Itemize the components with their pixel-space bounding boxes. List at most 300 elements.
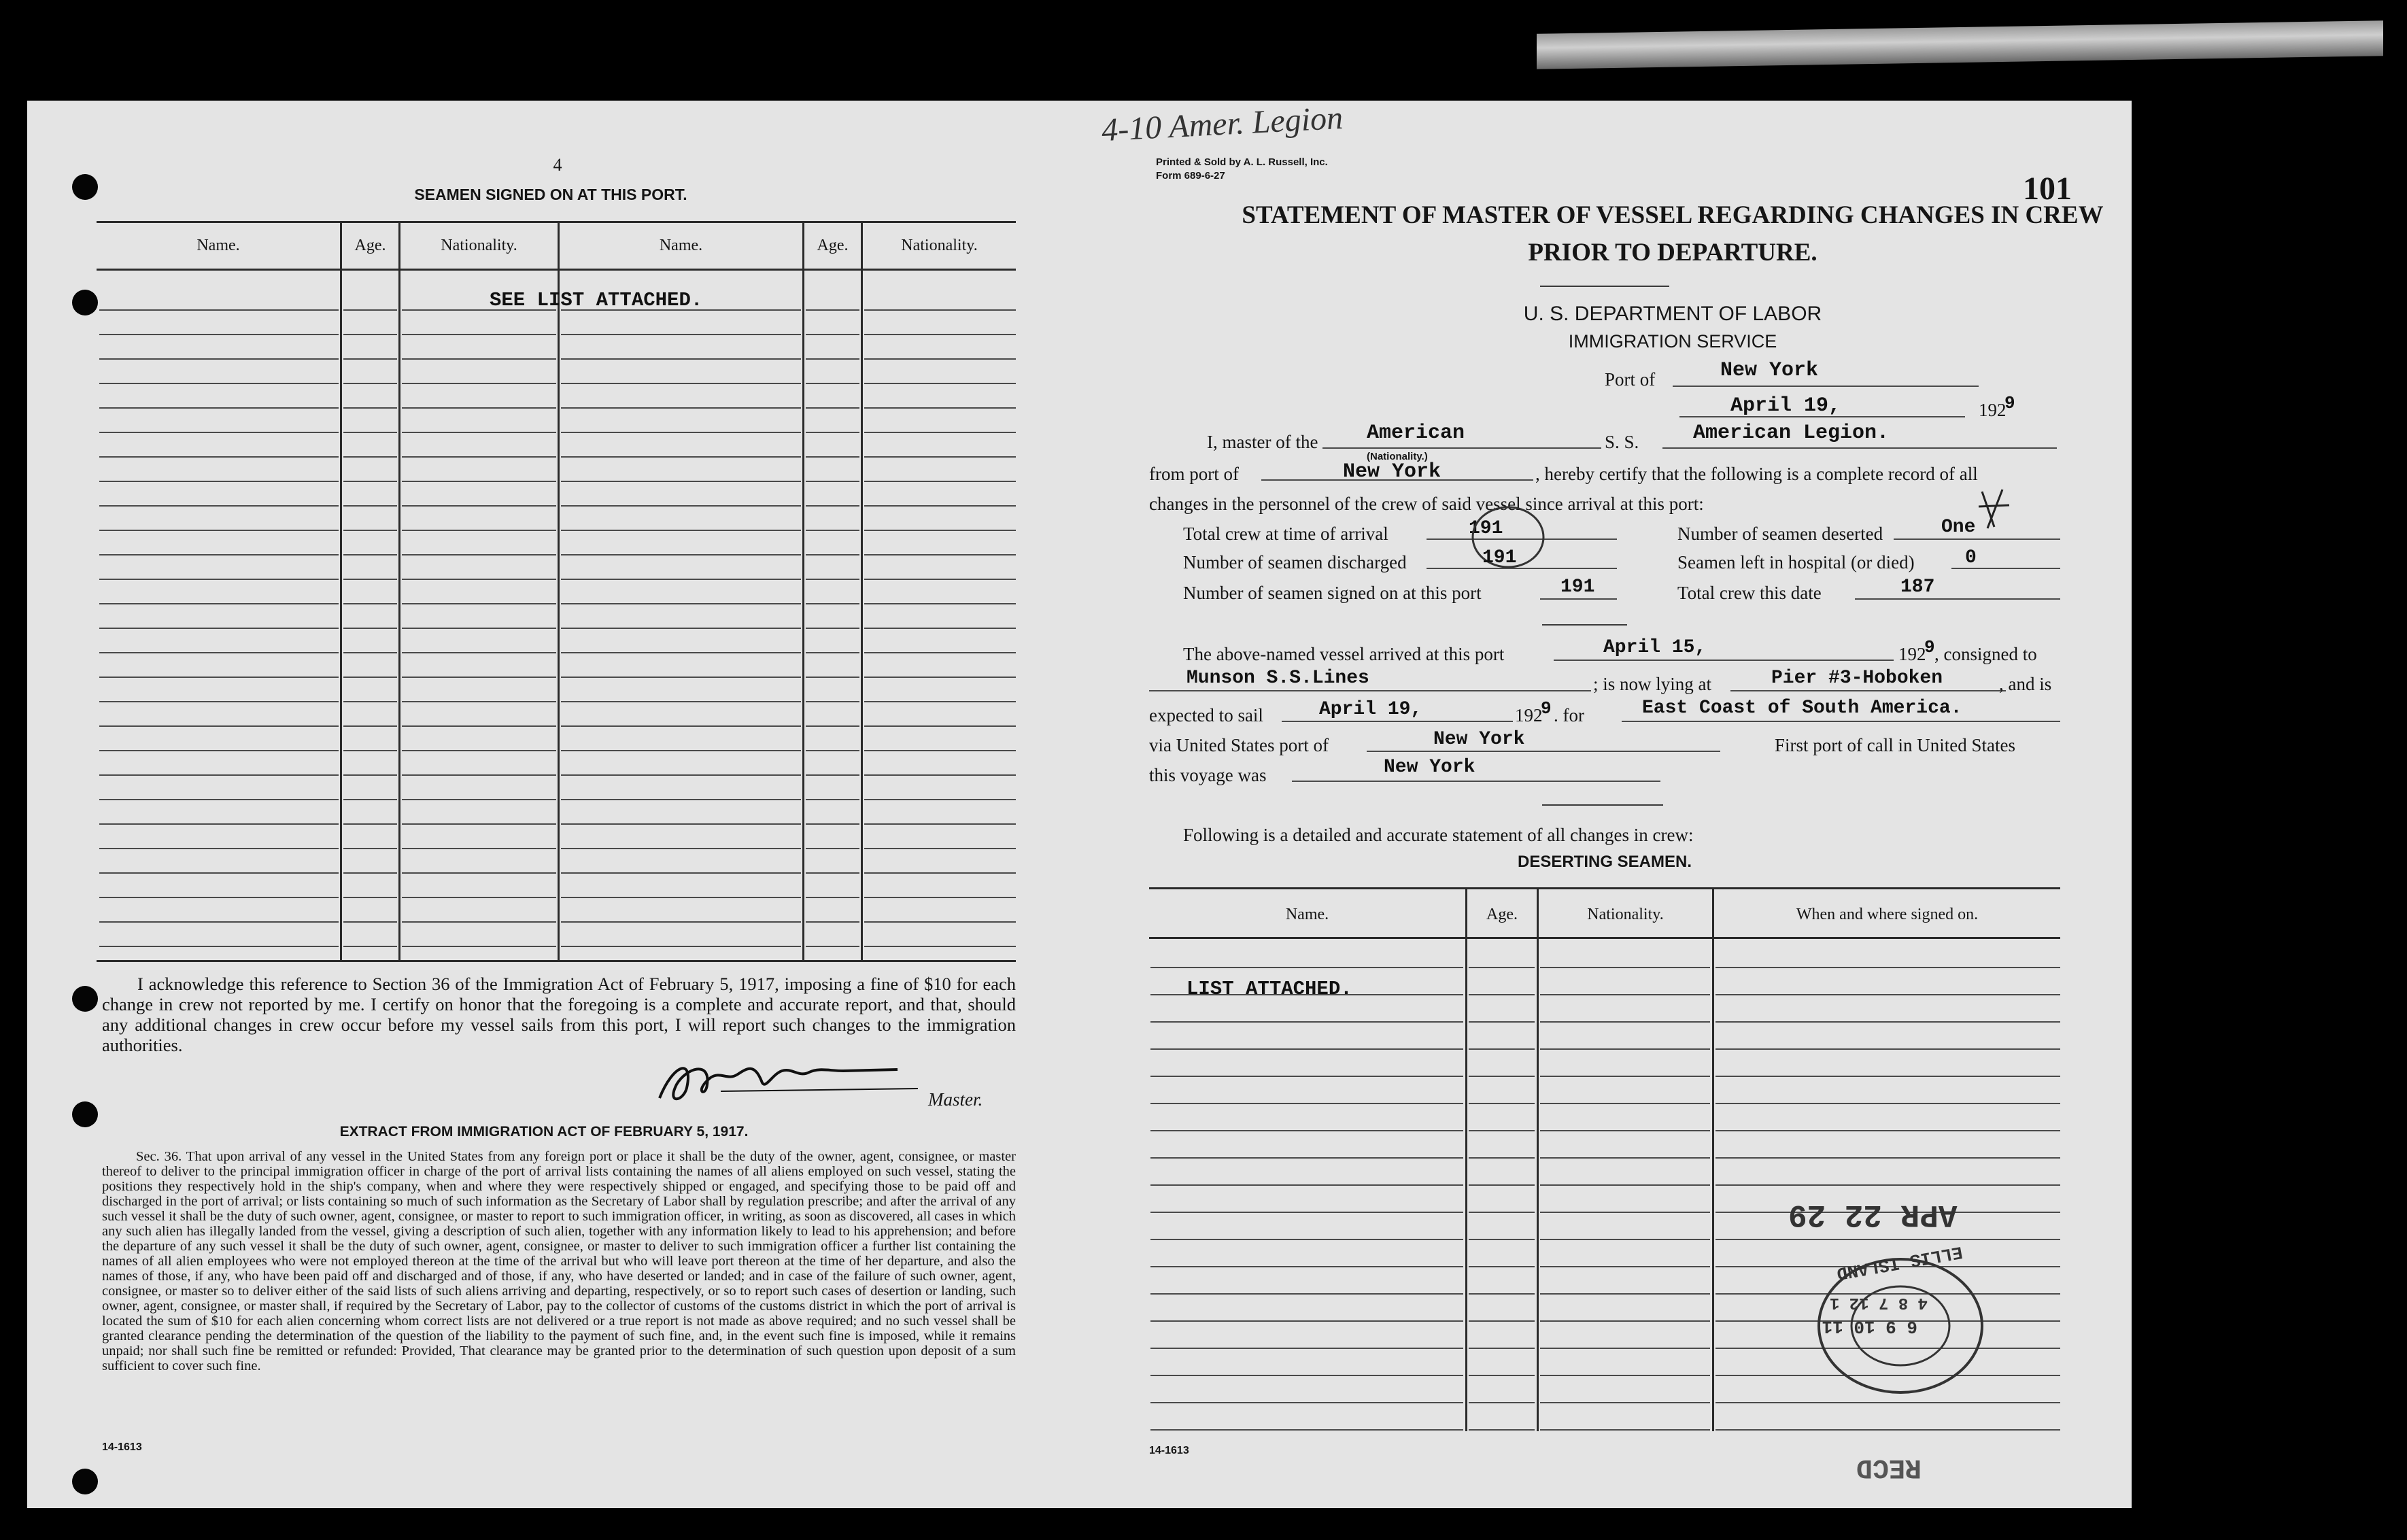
- fill-line: [1673, 386, 1979, 387]
- table-row-line: [1469, 1293, 1535, 1295]
- received-date-stamp: APR 22 29: [1788, 1197, 1958, 1232]
- recd-stamp: RECD: [1856, 1452, 1922, 1482]
- table-row-line: [1469, 1402, 1535, 1403]
- table-row-line: [402, 897, 556, 898]
- table-row-line: [343, 309, 397, 311]
- table-row-line: [1150, 1184, 1463, 1186]
- table-row-line: [561, 799, 801, 800]
- list-attached: LIST ATTACHED.: [1187, 978, 1352, 1000]
- table-row-line: [1469, 1212, 1535, 1213]
- table-row-line: [99, 774, 339, 776]
- table-row-line: [1469, 1375, 1535, 1376]
- table-row-line: [1715, 967, 2060, 968]
- total-crew-arrival-label: Total crew at time of arrival: [1183, 524, 1388, 544]
- table-row-line: [1469, 1103, 1535, 1104]
- master-label: Master.: [928, 1089, 983, 1110]
- table-row-line: [1469, 1348, 1535, 1349]
- table-row-line: [864, 456, 1016, 458]
- table-row-line: [864, 309, 1016, 311]
- signed-on-value: 191: [1560, 577, 1595, 598]
- table-col-divider: [558, 221, 560, 962]
- punch-hole: [72, 290, 98, 315]
- sail-year-digit: 9: [1541, 698, 1552, 719]
- table-row-line: [561, 481, 801, 482]
- table-row-line: [1469, 1157, 1535, 1159]
- table-row-line: [402, 872, 556, 874]
- column-header-name: Name.: [659, 237, 703, 254]
- table-row-line: [806, 432, 859, 433]
- table-row-line: [1540, 1239, 1710, 1240]
- table-row-line: [402, 456, 556, 458]
- form-code: 14-1613: [1149, 1445, 1189, 1456]
- table-row-line: [561, 750, 801, 751]
- date-value: April 19,: [1730, 394, 1841, 417]
- table-row-line: [864, 554, 1016, 555]
- fill-line: [1662, 447, 2057, 449]
- table-row-line: [402, 579, 556, 580]
- printer-line: Printed & Sold by A. L. Russell, Inc.: [1156, 156, 1328, 168]
- table-row-line: [561, 505, 801, 507]
- table-row-line: [806, 701, 859, 702]
- table-row-line: [806, 848, 859, 849]
- table-row-line: [343, 848, 397, 849]
- check-mark: [1975, 486, 2016, 534]
- table-row-line: [1540, 1266, 1710, 1267]
- table-row-line: [864, 677, 1016, 678]
- table-row-line: [1150, 967, 1463, 968]
- statement-subtitle: PRIOR TO DEPARTURE.: [1528, 239, 1817, 267]
- punch-hole: [72, 986, 98, 1012]
- table-row-line: [402, 358, 556, 360]
- table-row-line: [99, 701, 339, 702]
- nationality-caption: (Nationality.): [1367, 451, 1428, 462]
- sheet-number: 101: [2023, 171, 2072, 207]
- table-row-line: [1150, 1157, 1463, 1159]
- table-row-line: [1469, 1130, 1535, 1131]
- table-row-line: [1540, 1320, 1710, 1322]
- table-row-line: [99, 481, 339, 482]
- table-row-line: [99, 677, 339, 678]
- table-row-line: [864, 823, 1016, 825]
- table-row-line: [99, 799, 339, 800]
- svg-text:6 9 10 11: 6 9 10 11: [1822, 1316, 1917, 1337]
- table-row-line: [1469, 967, 1535, 968]
- table-row-line: [806, 530, 859, 531]
- table-row-line: [99, 725, 339, 727]
- total-crew-date-label: Total crew this date: [1677, 583, 1822, 603]
- arrived-label: The above-named vessel arrived at this port: [1183, 644, 1505, 664]
- table-row-line: [1540, 1212, 1710, 1213]
- total-crew-arrival-value: 191: [1469, 518, 1503, 539]
- table-row-line: [99, 505, 339, 507]
- table-row-line: [864, 481, 1016, 482]
- table-row-line: [1540, 994, 1710, 995]
- table-row-line: [561, 725, 801, 727]
- acknowledgement-text: I acknowledge this reference to Section 36 of the Immigration Act of February 5, 1917, imposing a fine of $10 for each change in crew not reported by me. I certify on honor that the foregoing is a complete and accurate report, and that, should any additional changes in crew occur before my vessel sails from this port, I will report such changes to the immigration authorities.: [102, 974, 1016, 1055]
- table-row-line: [864, 579, 1016, 580]
- table-row-line: [99, 652, 339, 653]
- table-row-line: [402, 946, 556, 947]
- deserted-label: Number of seamen deserted: [1677, 524, 1883, 544]
- table-row-line: [1150, 1402, 1463, 1403]
- table-row-line: [864, 505, 1016, 507]
- column-header-name: Name.: [1285, 906, 1329, 923]
- table-row-line: [343, 456, 397, 458]
- table-row-line: [1715, 1103, 2060, 1104]
- table-row-line: [806, 897, 859, 898]
- table-row-line: [99, 554, 339, 555]
- table-row-line: [864, 530, 1016, 531]
- hospital-label: Seamen left in hospital (or died): [1677, 552, 1915, 572]
- fill-line: [1292, 781, 1660, 782]
- table-rule: [97, 269, 1016, 271]
- table-rule: [1149, 937, 2060, 939]
- from-port-label: from port of: [1149, 464, 1239, 484]
- column-header-nationality: Nationality.: [901, 237, 978, 254]
- table-row-line: [1150, 1021, 1463, 1023]
- fill-line: [1322, 447, 1601, 449]
- table-row-line: [99, 872, 339, 874]
- column-header-age: Age.: [817, 237, 849, 254]
- master-of-label: I, master of the: [1207, 432, 1318, 452]
- table-row-line: [806, 481, 859, 482]
- table-row-line: [864, 334, 1016, 335]
- certify-text: , hereby certify that the following is a complete record of all: [1535, 464, 1978, 484]
- table-row-line: [1150, 1130, 1463, 1131]
- year-digit: 9: [2004, 393, 2015, 413]
- table-row-line: [1150, 1239, 1463, 1240]
- table-row-line: [343, 652, 397, 653]
- table-row-line: [806, 652, 859, 653]
- table-row-line: [1469, 1076, 1535, 1077]
- table-col-divider: [1712, 887, 1714, 1431]
- table-row-line: [343, 579, 397, 580]
- table-col-divider: [802, 221, 804, 962]
- fill-line: [1730, 690, 2006, 691]
- this-voyage-label: this voyage was: [1149, 765, 1267, 785]
- table-row-line: [99, 946, 339, 947]
- table-row-line: [402, 603, 556, 604]
- fill-line: [1540, 598, 1617, 600]
- table-row-line: [561, 701, 801, 702]
- punch-hole: [72, 174, 98, 200]
- table-row-line: [806, 383, 859, 384]
- table-row-line: [1715, 1130, 2060, 1131]
- table-row-line: [806, 677, 859, 678]
- lying-value: Pier #3-Hoboken: [1771, 668, 1943, 689]
- table-row-line: [1715, 1239, 2060, 1240]
- lying-label: ; is now lying at: [1593, 674, 1711, 694]
- column-header-name: Name.: [197, 237, 240, 254]
- table-row-line: [402, 505, 556, 507]
- port-label: Port of: [1605, 369, 1656, 390]
- year-prefix: 192: [1979, 400, 2007, 420]
- fill-line: [1894, 538, 2060, 540]
- fill-line: [1622, 721, 2060, 722]
- binding-strip: [1537, 20, 2383, 69]
- table-row-line: [1469, 1320, 1535, 1322]
- table-row-line: [1150, 1212, 1463, 1213]
- left-page-title: SEAMEN SIGNED ON AT THIS PORT.: [414, 186, 687, 203]
- table-row-line: [1469, 1048, 1535, 1050]
- table-row-line: [806, 921, 859, 923]
- table-row-line: [1715, 1048, 2060, 1050]
- table-row-line: [343, 603, 397, 604]
- table-row-line: [343, 921, 397, 923]
- expected-label: expected to sail: [1149, 705, 1263, 725]
- fill-line: [1367, 751, 1720, 752]
- from-port-value: New York: [1343, 460, 1441, 483]
- table-row-line: [561, 774, 801, 776]
- table-row-line: [402, 725, 556, 727]
- table-row-line: [806, 334, 859, 335]
- table-row-line: [99, 750, 339, 751]
- table-row-line: [806, 946, 859, 947]
- deserting-title: DESERTING SEAMEN.: [1517, 853, 1692, 871]
- table-row-line: [864, 897, 1016, 898]
- table-row-line: [864, 725, 1016, 727]
- table-row-line: [402, 848, 556, 849]
- table-row-line: [99, 603, 339, 604]
- table-col-divider: [340, 221, 342, 962]
- table-row-line: [864, 946, 1016, 947]
- table-row-line: [343, 505, 397, 507]
- fill-line: [1855, 598, 2060, 600]
- table-row-line: [1469, 994, 1535, 995]
- total-crew-date-value: 187: [1900, 577, 1935, 598]
- table-row-line: [561, 872, 801, 874]
- table-row-line: [402, 750, 556, 751]
- destination-value: East Coast of South America.: [1642, 698, 1962, 719]
- table-rule: [1149, 887, 2060, 889]
- table-row-line: [561, 407, 801, 409]
- table-row-line: [806, 725, 859, 727]
- table-row-line: [402, 823, 556, 825]
- signed-on-label: Number of seamen signed on at this port: [1183, 583, 1482, 603]
- via-value: New York: [1433, 729, 1525, 750]
- arrived-year-digit: 9: [1924, 637, 1935, 657]
- divider-rule: [1542, 804, 1663, 806]
- table-row-line: [402, 530, 556, 531]
- table-row-line: [343, 432, 397, 433]
- table-row-line: [806, 358, 859, 360]
- fill-line: [1427, 568, 1617, 569]
- table-row-line: [561, 823, 801, 825]
- table-row-line: [402, 677, 556, 678]
- table-row-line: [343, 823, 397, 825]
- table-row-line: [561, 677, 801, 678]
- table-row-line: [402, 652, 556, 653]
- table-row-line: [864, 921, 1016, 923]
- table-row-line: [343, 750, 397, 751]
- table-row-line: [99, 848, 339, 849]
- table-row-line: [1540, 1076, 1710, 1077]
- table-row-line: [1469, 1021, 1535, 1023]
- table-row-line: [864, 628, 1016, 629]
- table-row-line: [99, 897, 339, 898]
- table-row-line: [99, 579, 339, 580]
- table-row-line: [1150, 1103, 1463, 1104]
- column-header-nationality: Nationality.: [441, 237, 517, 254]
- table-row-line: [402, 799, 556, 800]
- arrived-year: 192: [1898, 644, 1926, 664]
- table-row-line: [402, 774, 556, 776]
- column-header-signed-on: When and where signed on.: [1796, 906, 1979, 923]
- table-row-line: [561, 334, 801, 335]
- table-row-line: [99, 334, 339, 335]
- table-row-line: [864, 799, 1016, 800]
- table-row-line: [806, 407, 859, 409]
- table-row-line: [1540, 1375, 1710, 1376]
- vessel-name: American Legion.: [1693, 422, 1890, 445]
- table-row-line: [343, 946, 397, 947]
- table-row-line: [561, 358, 801, 360]
- consigned-label: , consigned to: [1934, 644, 2037, 664]
- table-row-line: [343, 383, 397, 384]
- table-row-line: [864, 383, 1016, 384]
- table-row-line: [561, 554, 801, 555]
- table-row-line: [864, 358, 1016, 360]
- table-row-line: [561, 383, 801, 384]
- table-row-line: [561, 921, 801, 923]
- table-row-line: [1469, 1266, 1535, 1267]
- table-col-divider: [1537, 887, 1539, 1431]
- table-row-line: [864, 603, 1016, 604]
- table-row-line: [864, 407, 1016, 409]
- table-row-line: [806, 309, 859, 311]
- table-row-line: [402, 628, 556, 629]
- statement-title: STATEMENT OF MASTER OF VESSEL REGARDING CHANGES IN CREW: [1242, 201, 2104, 229]
- table-row-line: [561, 432, 801, 433]
- for-label: . for: [1554, 705, 1584, 725]
- extract-title: EXTRACT FROM IMMIGRATION ACT OF FEBRUARY 5, 1917.: [339, 1124, 749, 1140]
- table-row-line: [99, 383, 339, 384]
- table-row-line: [343, 358, 397, 360]
- punch-hole: [72, 1469, 98, 1494]
- table-row-line: [1150, 1266, 1463, 1267]
- table-row-line: [806, 505, 859, 507]
- table-row-line: [561, 530, 801, 531]
- table-row-line: [343, 774, 397, 776]
- fill-line: [1554, 660, 1894, 661]
- table-row-line: [1540, 1348, 1710, 1349]
- table-row-line: [1715, 1157, 2060, 1159]
- column-header-age: Age.: [354, 237, 386, 254]
- table-row-line: [806, 774, 859, 776]
- table-row-line: [806, 823, 859, 825]
- table-row-line: [343, 628, 397, 629]
- column-header-age: Age.: [1486, 906, 1518, 923]
- table-row-line: [1715, 1402, 2060, 1403]
- table-row-line: [1540, 1402, 1710, 1403]
- and-is-label: , and is: [1999, 674, 2052, 694]
- table-row-line: [1540, 1293, 1710, 1295]
- table-row-line: [343, 677, 397, 678]
- table-row-line: [1715, 1184, 2060, 1186]
- table-row-line: [1150, 1320, 1463, 1322]
- table-row-line: [99, 530, 339, 531]
- table-row-line: [1540, 1157, 1710, 1159]
- see-list-attached: SEE LIST ATTACHED.: [490, 289, 703, 311]
- fill-line: [1149, 690, 1591, 691]
- table-row-line: [1540, 967, 1710, 968]
- first-port-label: First port of call in United States: [1775, 735, 2015, 755]
- sail-date-value: April 19,: [1319, 699, 1422, 720]
- extract-text: Sec. 36. That upon arrival of any vessel in the United States from any foreign port or place it shall be the duty of the owner, agent, consignee, or master thereof to deliver to the principal immigration officer in charge of the port of arrival lists containing the names of all aliens employed on such vessel, stating the positions they respectively hold in the ship's company, when and where they were respectively shipped or engaged, and specifying those to be paid off and discharged in the port of arrival; or lists containing so much of such information as the Secretary of Labor shall by regulation prescribe; and after the arrival of any such vessel it shall be the duty of such owner, agent, consignee, or master to report to such immigration officer, in writing, as soon as discovered, all cases in which any such alien has illegally landed from the vessel, giving a description of such alien, together with any information likely to lead to his apprehension; and before the departure of any such vessel it shall be the duty of such owner, agent, consignee, or master to deliver to such immigration officer a further list containing the names of all alien employees who were not employed thereon at the time of the arrival but who will leave port thereon at the time of her departure, and also the names of those, if any, who have been paid off and discharged and of those, if any, who have deserted or landed; and in case of the failure of such owner, agent, consignee, or master so to deliver either of the said lists of such aliens arriving and departing, respectively, or so to report such cases of desertion or landing, such owner, agent, consignee, or master shall, if required by the Secretary of Labor, pay to the collector of customs of the customs district in which the port of arrival is located the sum of $10 for each alien concerning whom correct lists are not delivered or a true report is not made as above required; and no such vessel shall be granted clearance pending the determination of the question of the liability to the payment of such fine, and, in the event such fine is imposed, while it remains unpaid; nor shall such fine be remitted or refunded: Provided, That clearance may be granted prior to the determination of such question upon deposit of a sum sufficient to cover such fine.: [102, 1149, 1016, 1373]
- consignee-value: Munson S.S.Lines: [1187, 668, 1369, 689]
- table-row-line: [402, 407, 556, 409]
- table-row-line: [99, 309, 339, 311]
- form-number: Form 689-6-27: [1156, 170, 1225, 182]
- table-row-line: [1715, 994, 2060, 995]
- table-row-line: [1540, 1048, 1710, 1050]
- table-col-divider: [861, 221, 863, 962]
- table-row-line: [561, 946, 801, 947]
- table-row-line: [1540, 1021, 1710, 1023]
- following-text: Following is a detailed and accurate statement of all changes in crew:: [1183, 825, 1694, 845]
- table-row-line: [343, 407, 397, 409]
- table-row-line: [864, 774, 1016, 776]
- table-row-line: [402, 383, 556, 384]
- table-row-line: [864, 848, 1016, 849]
- table-row-line: [864, 701, 1016, 702]
- table-row-line: [1469, 1239, 1535, 1240]
- seamen-discharged-label: Number of seamen discharged: [1183, 552, 1407, 572]
- table-row-line: [864, 750, 1016, 751]
- table-row-line: [99, 823, 339, 825]
- sum-rule: [1542, 624, 1627, 626]
- table-row-line: [343, 334, 397, 335]
- table-row-line: [806, 799, 859, 800]
- ellis-island-stamp-text: ELLIS ISLAND: [1834, 1241, 1964, 1284]
- handwritten-note: 4-10 Amer. Legion: [1100, 99, 1344, 149]
- table-row-line: [1540, 1184, 1710, 1186]
- table-row-line: [561, 652, 801, 653]
- table-row-line: [1469, 1184, 1535, 1186]
- table-row-line: [561, 897, 801, 898]
- table-col-divider: [1465, 887, 1467, 1431]
- table-row-line: [1540, 1103, 1710, 1104]
- port-value: New York: [1720, 359, 1819, 382]
- table-row-line: [343, 554, 397, 555]
- page-number: 4: [553, 155, 562, 175]
- table-row-line: [1150, 1293, 1463, 1295]
- form-code: 14-1613: [102, 1441, 142, 1453]
- table-row-line: [561, 579, 801, 580]
- table-row-line: [1150, 1375, 1463, 1376]
- table-row-line: [343, 872, 397, 874]
- table-row-line: [99, 407, 339, 409]
- table-row-line: [1150, 1429, 1463, 1431]
- table-row-line: [1150, 1076, 1463, 1077]
- punch-hole: [72, 1101, 98, 1127]
- table-row-line: [402, 432, 556, 433]
- table-row-line: [561, 848, 801, 849]
- first-port-value: New York: [1384, 757, 1475, 778]
- table-row-line: [561, 456, 801, 458]
- table-row-line: [806, 603, 859, 604]
- table-rule: [97, 960, 1016, 962]
- table-row-line: [402, 334, 556, 335]
- table-row-line: [99, 432, 339, 433]
- table-row-line: [402, 701, 556, 702]
- table-row-line: [864, 652, 1016, 653]
- table-row-line: [343, 481, 397, 482]
- table-row-line: [99, 628, 339, 629]
- table-row-line: [561, 603, 801, 604]
- table-row-line: [1540, 1429, 1710, 1431]
- table-row-line: [864, 432, 1016, 433]
